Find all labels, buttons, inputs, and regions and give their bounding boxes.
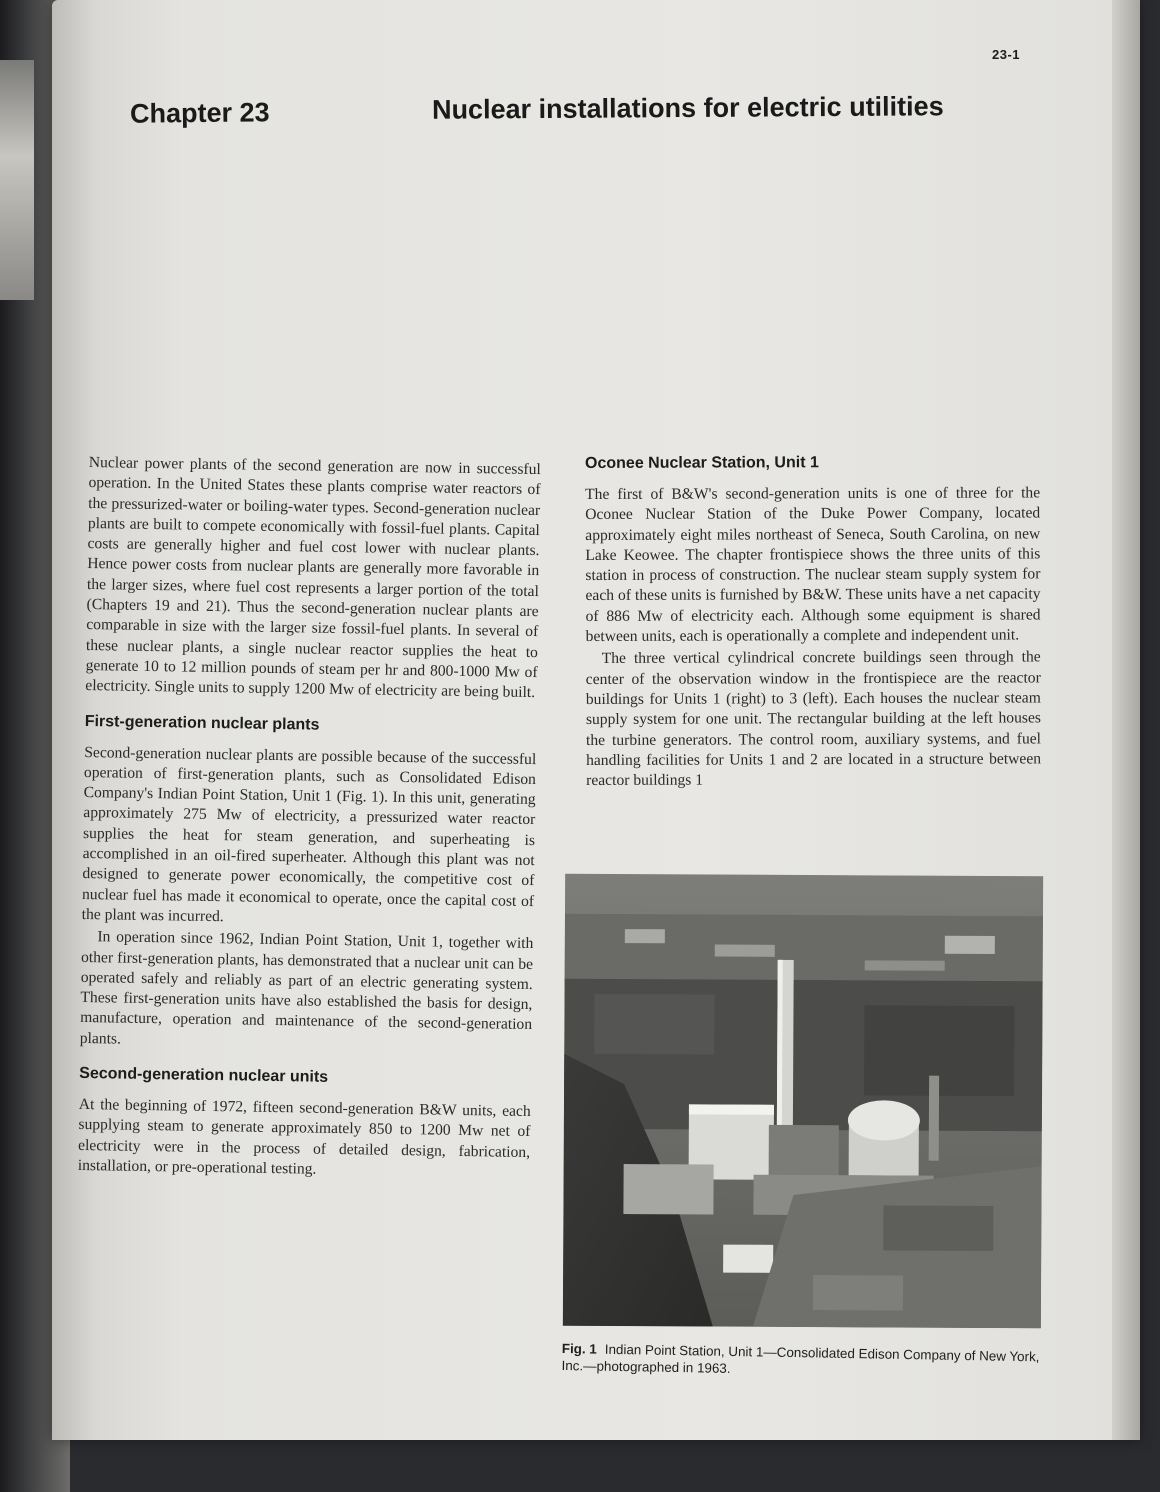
section-heading-second-generation: Second-generation nuclear units xyxy=(79,1064,329,1086)
paragraph: The three vertical cylindrical concrete buildings seen through the center of the observation window in the frontispiece are the reactor buildings for Units 1 (right) to 3 (left). Each houses the nuclear steam supply system for one unit. The rectangular building at the left houses the turbine generators. The control room, auxiliary systems, and fuel handling facilities for Units 1 and 2 are located in a structure between reactor buildings 1 xyxy=(585,648,1042,790)
left-column xyxy=(78,453,541,1183)
paragraph: Second-generation nuclear plants are possible because of the successful operation of first-generation plants, such as Consolidated Edison Company's Indian Point Station, Unit 1 (Fig. 1). In this unit, generating approximately 275 Mw of electricity, a pressurized water reactor supplies the heat for steam generation, and superheating is accomplished in an oil-fired superheater. Although this plant was not designed to generate power economically, the competitive cost of nuclear fuel has made it economical to operate, once the capital cost of the plant was incurred. xyxy=(81,743,537,926)
paragraph: In operation since 1962, Indian Point Station, Unit 1, together with other first-generation plants, has demonstrated that a nuclear unit can be operated safely and reliably as part of an electric generating system. These first-generation units have also established the basis for design, manufacture, operation and maintenance of the second-generation plants. xyxy=(79,928,534,1048)
book-page xyxy=(52,0,1140,1440)
backdrop-strip xyxy=(0,60,34,300)
aerial-photo-illustration xyxy=(563,874,1043,1328)
figure-caption-text: Indian Point Station, Unit 1—Consolidated Edison Company of New York, Inc.—photographed in 1963. xyxy=(561,1341,1040,1376)
section-heading-first-generation: First-generation nuclear plants xyxy=(84,712,320,734)
chapter-title: Nuclear installations for electric utilities xyxy=(431,91,944,125)
intro-paragraph: Nuclear power plants of the second generation are now in successful operation. In the United States these plants comprise water reactors of the pressurized-water or boiling-water types. Second-generation nuclear plants are built to compete economically with fossil-fuel plants. Capital costs are generally higher and fuel cost lower with nuclear plants. Hence power costs from nuclear plants are generally more favorable in the larger sizes, where fuel cost represents a larger portion of the total (Chapters 19 and 21). Thus the second-generation nuclear plants are comparable in size with the larger size fossil-fuel plants. In several of these nuclear plants, a single nuclear reactor supplies the heat to generate 10 to 12 million pounds of steam per hr and 800-1000 Mw of electricity. Single units to supply 1200 Mw of electricity are being built. xyxy=(85,453,541,702)
figure-label: Fig. 1 xyxy=(561,1340,597,1357)
page-number: 23-1 xyxy=(992,47,1021,62)
paragraph: At the beginning of 1972, fifteen second-generation B&W units, each supplying steam to generate approximately 850 to 1200 Mw net of electricity were in the process of detailed design, fabrication, installation, or pre-operational testing. xyxy=(77,1095,531,1178)
chapter-label: Chapter 23 xyxy=(129,97,270,129)
page-edge xyxy=(1112,0,1140,1440)
right-column xyxy=(585,453,1041,791)
figure-photo xyxy=(563,874,1043,1328)
section-heading-oconee: Oconee Nuclear Station, Unit 1 xyxy=(585,454,819,472)
figure-caption xyxy=(561,1340,1048,1382)
paragraph: The first of B&W's second-generation units is one of three for the Oconee Nuclear Station of the Duke Power Company, located approximately eight miles northeast of Seneca, South Carolina, on new Lake Keowee. The chapter frontispiece shows the three units of this station in process of construction. The nuclear steam supply system for each of these units is furnished by B&W. These units have a net capacity of 886 Mw of electricity each. Although some equipment is shared between units, each is operationally a complete and independent unit. xyxy=(585,484,1041,646)
